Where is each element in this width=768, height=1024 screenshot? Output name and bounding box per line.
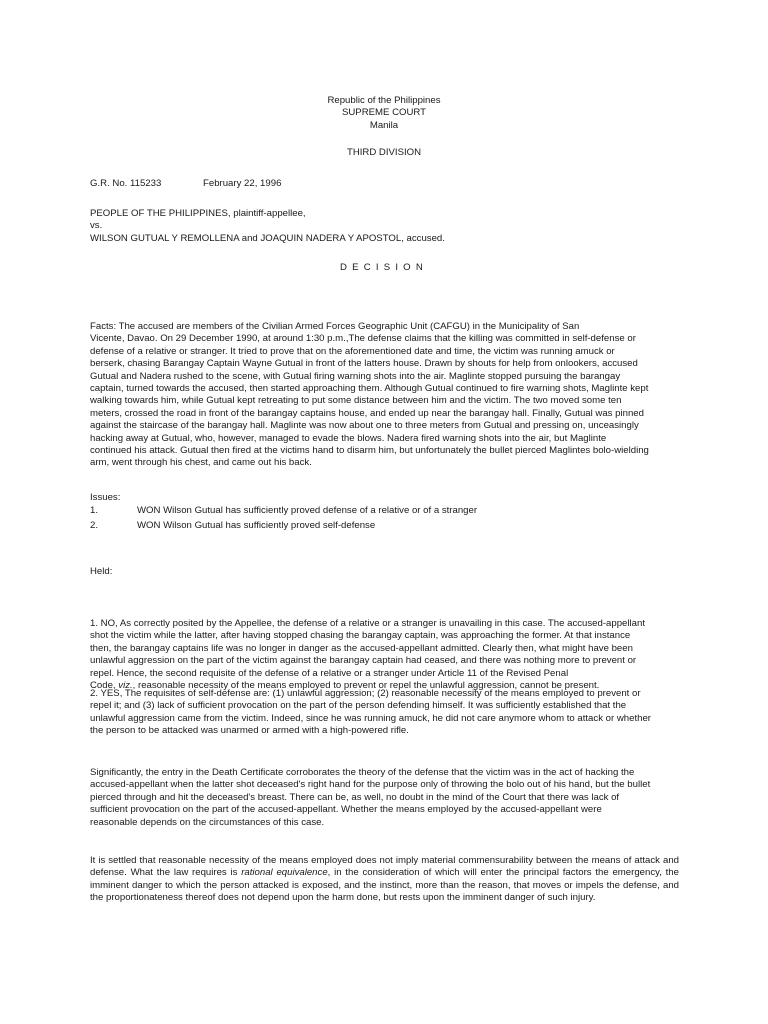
held-line: then, the barangay captains life was no longer in danger as the accused-appellant admitted. Clearly then, what might have been [90, 642, 633, 654]
held-line: the person to be attacked was unarmed or armed with a high-powered rifle. [90, 725, 409, 737]
facts-line: Gutual and Nadera rushed to the scene, with Gutual firing warning shots into the air. Maglinte stopped pursuing the barangay [90, 370, 621, 382]
court-city: Manila [369, 119, 399, 131]
issue-item [90, 505, 682, 517]
decision-title: DECISION [340, 262, 428, 273]
plaintiff-line: PEOPLE OF THE PHILIPPINES, plaintiff-appellee, [90, 208, 306, 219]
held-line: repel. Hence, the second requisite of the defense of a relative or a stranger under Article 11 of the Revised Penal [90, 667, 569, 679]
facts-line: meters, crossed the road in front of the barangay captains house, and ended up near the barangay hall. Finally, Gutual was pinned [90, 407, 644, 419]
facts-line: against the staircase of the barangay hall. Maglinte was now about one to three meters from Gutual and pressing on, unceasingly [90, 420, 639, 432]
held-line: repel it; and (3) lack of sufficient provocation on the part of the person defending himself. It was sufficiently established that the [90, 700, 627, 712]
versus-line: vs. [90, 220, 103, 232]
issues-section [90, 492, 682, 532]
case-date: February 22, 1996 [203, 178, 282, 189]
held-paragraph-2 [90, 688, 682, 738]
held-line: accused-appellant when the latter shot deceased's right hand for the purpose only of throwing the bolo out of his hand, but the bullet [90, 779, 651, 791]
viz-term: viz. [118, 680, 133, 692]
facts-paragraph [90, 321, 682, 470]
case-number: G.R. No. 115233 [90, 178, 162, 189]
held-paragraph-1 [90, 618, 682, 692]
held-line: unlawful aggression came from the victim. Indeed, since he was running amuck, he did not care anymore whom to attack or whether [90, 712, 651, 724]
issue-text: WON Wilson Gutual has sufficiently proved self-defense [137, 519, 376, 531]
facts-line: Facts: The accused are members of the Civilian Armed Forces Geographic Unit (CAFGU) in the Municipality of San [90, 321, 580, 332]
facts-line: defense of a relative or stranger. It tried to prove that on the aforementioned date and time, the victim was running amuck or [90, 345, 615, 357]
facts-line: Vicente, Davao. On 29 December 1990, at around 1:30 p.m.,The defense claims that the killing was committed in self-defense or [90, 333, 636, 345]
issues-heading: Issues: [90, 492, 121, 503]
facts-line: berserk, chasing Barangay Captain Wayne Gutual in front of the latters house. Drawn by shouts for help from onlookers, accused [90, 358, 638, 370]
facts-line: continued his attack. Gutual then fired at the victims hand to disarm him, but unfortunately the bullet pierced Maglintes bolo-wielding [90, 445, 649, 457]
held-line: shot the victim while the latter, after having stopped chasing the barangay captain, was approaching the former. At that instance [90, 630, 631, 642]
held-paragraph-3 [90, 767, 682, 829]
issue-text: WON Wilson Gutual has sufficiently proved defense of a relative or of a stranger [137, 505, 478, 517]
held-line-prefix: Code, [90, 680, 119, 692]
facts-line: arm, went through his chest, and came out his back. [90, 457, 312, 469]
document-header [284, 95, 484, 132]
held-line: Significantly, the entry in the Death Certificate corroborates the theory of the defense that the victim was in the act of hacking the [90, 767, 635, 778]
held-line: unlawful aggression on the part of the victim against the barangay captain had ceased, and there was nothing more to prevent or [90, 655, 637, 667]
division-heading: THIRD DIVISION [346, 147, 422, 158]
held-line: 1. NO, As correctly posited by the Appellee, the defense of a relative or a stranger is unavailing in this case. The accused-appellant [90, 618, 645, 629]
issue-number: 2. [90, 519, 99, 531]
court-name: SUPREME COURT [341, 107, 427, 119]
facts-line: captain, turned towards the accused, then started approaching them. Although Gutual continued to fire warning shots, Maglinte kept [90, 383, 649, 395]
facts-line: hacking away at Gutual, who, however, managed to evade the blows. Nadera fired warning shots into the air, but Maglinte [90, 432, 607, 444]
held-line: 2. YES, The requisites of self-defense are: (1) unlawful aggression; (2) reasonable necessity of the means employed to prevent or [90, 688, 641, 699]
paragraph-4-start: It is settled that reasonable necessity of the means employed does not imply material commensurability between the means of attack and defense. What the law requires is [90, 855, 679, 879]
held-line-suffix: , reasonable necessity of the means employed to prevent or repel the unlawful aggression, cannot be present. [132, 680, 600, 692]
held-line: pierced through and hit the deceased's breast. There can be, as well, no doubt in the mind of the Court that there was lack of [90, 791, 620, 803]
held-line: sufficient provocation on the part of the accused-appellant. Whether the means employed by the accused-appellant were [90, 804, 602, 816]
held-line: reasonable depends on the circumstances of this case. [90, 816, 325, 828]
held-paragraph-4 [90, 855, 679, 905]
facts-line: walking towards him, while Gutual kept retreating to put some distance between him and the victim. The two moved some ten [90, 395, 622, 407]
republic-line: Republic of the Philippines [327, 95, 441, 106]
issue-item [90, 520, 682, 532]
issue-number: 1. [90, 505, 99, 517]
rational-equivalence-term: rational equivalence [241, 867, 328, 879]
case-parties [90, 208, 680, 245]
paragraph-4-end: , in the consideration of which will enter the principal factors the emergency, the imminent danger to which the person attacked is exposed, and the instinct, more than the reason, that moves or impels the defense, and the proportionateness thereof does not depend upon the harm done, but rests upon the imminent danger of such injury. [90, 867, 679, 904]
held-heading: Held: [90, 566, 113, 577]
accused-line: WILSON GUTUAL Y REMOLLENA and JOAQUIN NADERA Y APOSTOL, accused. [90, 232, 445, 244]
